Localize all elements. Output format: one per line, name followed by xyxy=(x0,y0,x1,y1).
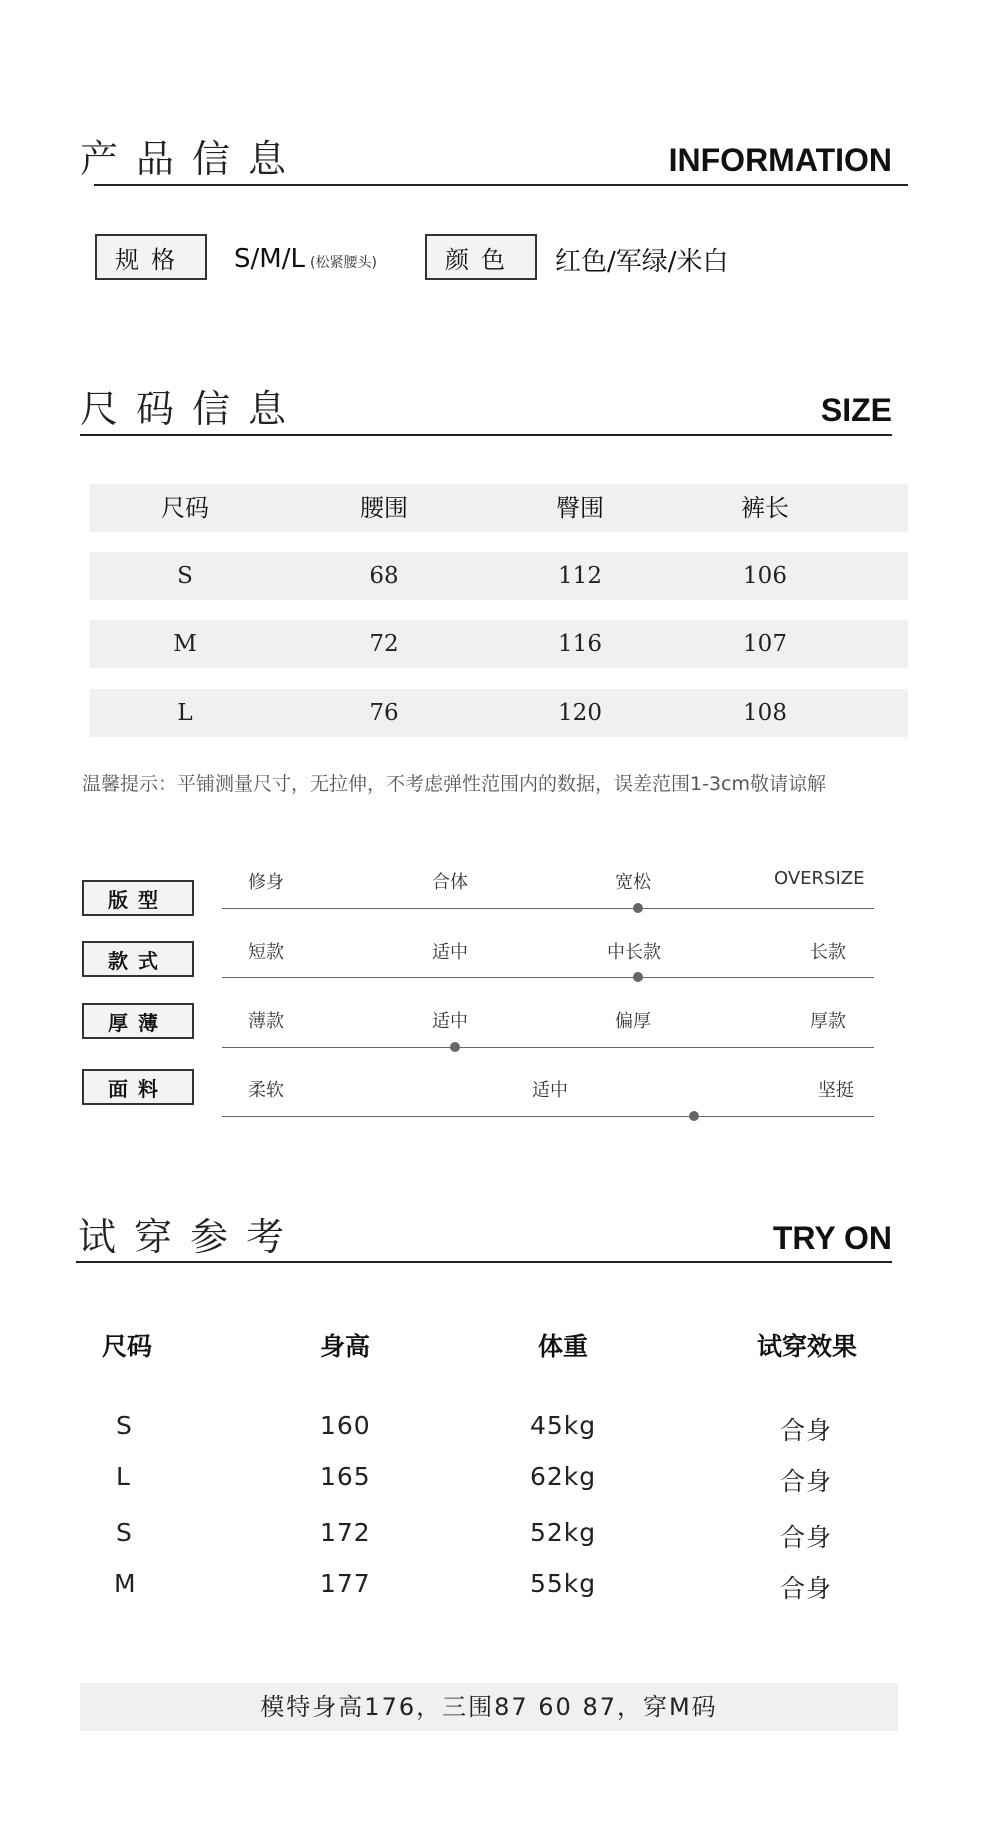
size-cell: 116 xyxy=(558,631,602,657)
size-cell: 76 xyxy=(369,700,399,726)
size-cell: 120 xyxy=(558,700,602,726)
scale-option: 短款 xyxy=(248,942,284,963)
scale-marker xyxy=(689,1111,699,1121)
size-info-divider xyxy=(80,434,892,436)
product-info-title-en: INFORMATION xyxy=(668,142,892,178)
try-header-height: 身高 xyxy=(320,1332,371,1361)
scale-option: OVERSIZE xyxy=(774,868,865,889)
size-table-row xyxy=(90,552,908,600)
size-info-title-en: SIZE xyxy=(820,392,892,428)
try-header-size: 尺码 xyxy=(102,1332,153,1361)
scale-track xyxy=(222,1116,874,1117)
size-header-hip: 臀围 xyxy=(556,494,604,522)
scale-option: 适中 xyxy=(532,1080,568,1101)
scale-label-style: 款式 xyxy=(82,941,194,977)
scale-option: 合体 xyxy=(432,872,468,893)
size-cell: 72 xyxy=(369,631,399,657)
size-header-length: 裤长 xyxy=(741,494,789,522)
try-cell: 合身 xyxy=(780,1574,833,1603)
product-info-divider xyxy=(94,184,908,186)
size-cell: 107 xyxy=(743,631,787,657)
color-value: 红色/军绿/米白 xyxy=(555,247,729,277)
try-on-divider xyxy=(76,1261,892,1263)
size-header-size: 尺码 xyxy=(161,494,209,522)
color-label: 颜色 xyxy=(425,234,537,280)
try-on-title: 试穿参考 xyxy=(78,1215,303,1259)
size-cell: 106 xyxy=(743,563,787,589)
scale-marker xyxy=(633,972,643,982)
size-cell: L xyxy=(177,700,193,726)
try-cell: 160 xyxy=(320,1411,371,1440)
scale-label-fit: 版型 xyxy=(82,880,194,916)
scale-option: 偏厚 xyxy=(615,1011,651,1032)
size-cell: 68 xyxy=(369,563,399,589)
try-cell: S xyxy=(116,1411,133,1440)
try-header-result: 试穿效果 xyxy=(757,1332,858,1361)
size-cell: 112 xyxy=(558,563,602,589)
scale-track xyxy=(222,977,874,978)
scale-option: 薄款 xyxy=(248,1011,284,1032)
try-cell: S xyxy=(116,1518,133,1547)
model-note: 模特身高176，三围87 60 87，穿M码 xyxy=(80,1683,898,1731)
product-info-title: 产品信息 xyxy=(80,137,305,181)
try-cell: 合身 xyxy=(780,1416,833,1445)
size-table-row xyxy=(90,689,908,737)
scale-option: 修身 xyxy=(248,872,284,893)
spec-value: S/M/L xyxy=(234,244,305,274)
scale-option: 适中 xyxy=(432,942,468,963)
spec-label: 规格 xyxy=(95,234,207,280)
try-cell: 52kg xyxy=(530,1518,597,1547)
try-cell: 合身 xyxy=(780,1523,833,1552)
try-cell: 55kg xyxy=(530,1569,597,1598)
try-cell: 177 xyxy=(320,1569,371,1598)
try-cell: 172 xyxy=(320,1518,371,1547)
try-cell: 62kg xyxy=(530,1462,597,1491)
scale-option: 厚款 xyxy=(810,1011,846,1032)
try-on-title-en: TRY ON xyxy=(772,1220,892,1256)
size-cell: M xyxy=(173,631,197,657)
scale-option: 坚挺 xyxy=(818,1080,854,1101)
scale-option: 中长款 xyxy=(607,942,661,963)
scale-option: 柔软 xyxy=(248,1080,284,1101)
scale-marker xyxy=(633,903,643,913)
size-header-waist: 腰围 xyxy=(360,494,408,522)
scale-option: 长款 xyxy=(810,942,846,963)
scale-label-fabric: 面料 xyxy=(82,1069,194,1105)
size-info-title: 尺码信息 xyxy=(80,387,305,431)
scale-marker xyxy=(450,1042,460,1052)
try-header-weight: 体重 xyxy=(538,1332,589,1361)
try-cell: 合身 xyxy=(780,1467,833,1496)
try-cell: L xyxy=(116,1462,131,1491)
scale-option: 适中 xyxy=(432,1011,468,1032)
spec-value-group xyxy=(234,244,377,274)
try-cell: 45kg xyxy=(530,1411,597,1440)
scale-label-thickness: 厚薄 xyxy=(82,1003,194,1039)
size-table-row xyxy=(90,620,908,668)
scale-track xyxy=(222,1047,874,1048)
size-cell: S xyxy=(177,563,193,589)
scale-track xyxy=(222,908,874,909)
try-cell: 165 xyxy=(320,1462,371,1491)
scale-option: 宽松 xyxy=(615,872,651,893)
size-table-header xyxy=(90,484,908,532)
try-cell: M xyxy=(114,1569,137,1598)
spec-note: (松紧腰头) xyxy=(310,255,377,271)
measurement-tip: 温馨提示：平铺测量尺寸，无拉伸，不考虑弹性范围内的数据，误差范围1-3cm敬请谅解 xyxy=(82,773,826,795)
size-cell: 108 xyxy=(743,700,787,726)
